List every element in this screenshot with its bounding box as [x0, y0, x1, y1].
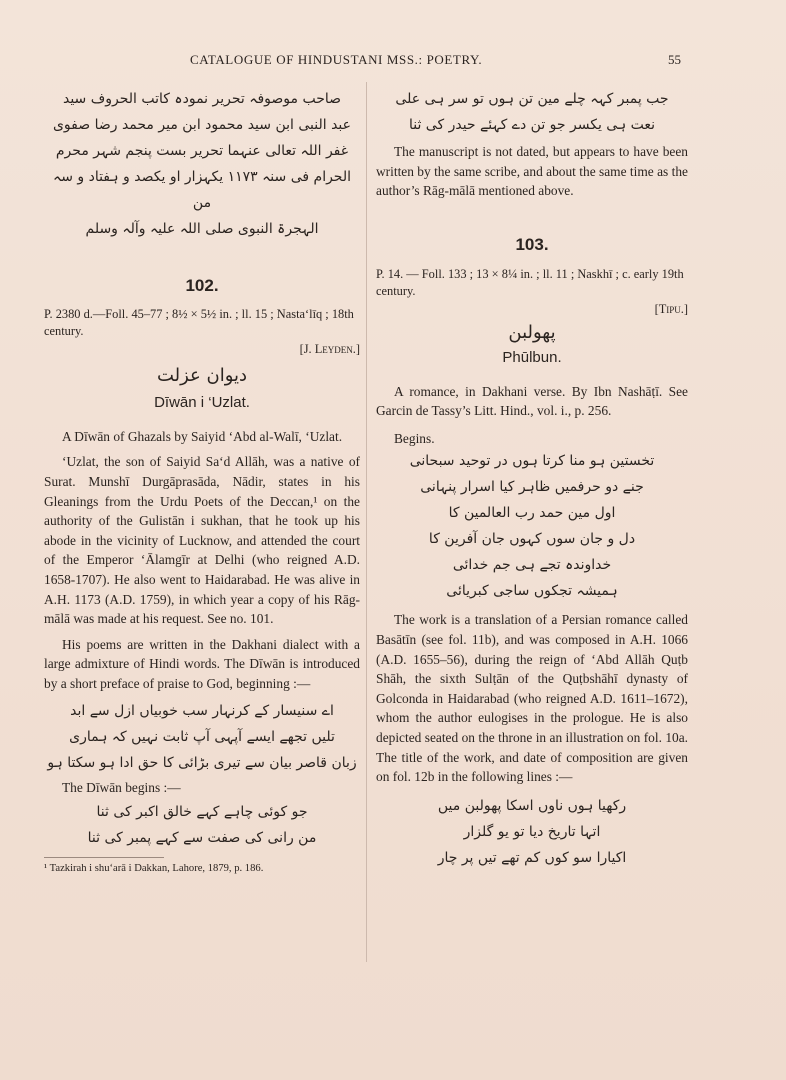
paragraph: Begins.: [394, 430, 435, 446]
urdu-line: عبد النبی ابن سید محمود ابن میر محمد رضا صفوی: [52, 117, 352, 133]
urdu-line: جب پمبر کہہ چلے مین تن ہوں تو سر ہی علی: [395, 91, 669, 107]
urdu-line: الہجرۃ النبوی صلی اللہ علیہ وآلہ وسلم: [85, 221, 319, 237]
paragraph: A Dīwān of Ghazals by Saiyid ‘Abd al-Walī, ‘Uzlat.: [62, 428, 343, 444]
left-column: [44, 86, 360, 876]
urdu-line: اے سنیسار کے کرنہار سب خوبیاں ازل سے ابد: [70, 702, 334, 719]
entry-number-103: 103.: [515, 234, 549, 254]
provenance: [Tipu.]: [654, 302, 688, 317]
paragraph: The work is a translation of a Persian romance called Basātīn (see fol. 11b), and was composed in A.H. 1066 (A.D. 1655–56), during the reign of ‘Abd Allāh Quṭb Shāh, the sixth Sulṭān of the Quṭbshāhī dynasty of Golconda in Haidarabad (who reigned A.D. 1611–1672), whom the author eulogises in the prologue. He is also depicted seated on the throne in an illustration on fol. 10a. The title of the work, and date of composition are given on fol. 12b in the following lines :—: [376, 612, 688, 785]
urdu-line: تلیں تجھے ایسے آپہی آپ ثابت نہیں کہ ہماری: [69, 728, 335, 745]
urdu-line: غفر اللہ تعالی عنہما تحریر بست پنجم شہر محرم: [55, 143, 349, 159]
colophon-urdu: [44, 86, 360, 242]
work-title: Phūlbun.: [502, 348, 562, 366]
page-header: [0, 52, 786, 70]
urdu-line: جنے دو حرفمیں ظاہر کیا اسرار پنہانی: [420, 479, 644, 496]
urdu-line: الحرام فی سنہ ۱۱۷۳ یکہزار او یکصد و ہفتاد و سہ من: [52, 169, 352, 211]
urdu-line: ہمیشہ تجکوں ساجی کبریائی: [446, 583, 618, 600]
entry-meta: P. 2380 d.—Foll. 45–77 ; 8½ × 5½ in. ; ll. 15 ; Nasta‘līq ; 18th century.: [44, 306, 354, 338]
footnote: ¹ Tazkirah i shu‘arā i Dakkan, Lahore, 1879, p. 186.: [44, 863, 264, 875]
paragraph: His poems are written in the Dakhani dialect with a large admixture of Hindi words. The Dīwān is introduced by a short preface of praise to God, beginning :—: [44, 636, 360, 691]
urdu-line: زبان قاصر بیان سے تیری بڑائی کا حق ادا ہو سکتا ہو: [47, 754, 357, 771]
urdu-line: جو کوئی چاہے کہے خالق اکبر کی ثنا: [96, 804, 308, 821]
footnote-rule: [44, 857, 164, 858]
urdu-line: اکیارا سو کوں کم تھے تیں پر چار: [437, 849, 627, 866]
running-title: CATALOGUE OF HINDUSTANI MSS.: POETRY.: [190, 52, 483, 67]
paragraph: A romance, in Dakhani verse. By Ibn Nashāṭī. See Garcin de Tassy’s Litt. Hind., vol. i., p. 256.: [376, 383, 688, 419]
provenance: [J. Leyden.]: [299, 341, 360, 356]
urdu-line: صاحب موصوفہ تحریر نمودہ کاتب الحروف سید: [62, 91, 341, 107]
urdu-line: اتہا تاریخ دیا تو یو گلزار: [463, 823, 601, 840]
begins-urdu: [376, 448, 688, 604]
verse-urdu: [376, 86, 688, 138]
urdu-line: دل و جان سوں کہوں جان آفرین کا: [428, 531, 636, 548]
entry-number-102: 102.: [185, 276, 219, 295]
urdu-line: من رانی کی صفت سے کہے پمبر کی ثنا: [87, 830, 317, 847]
page-number: 55: [668, 52, 681, 67]
urdu-line: اول مین حمد رب العالمین کا: [448, 505, 616, 522]
paragraph: The Dīwān begins :—: [62, 779, 181, 795]
column-divider: [366, 82, 367, 962]
right-column: [376, 86, 688, 871]
preface-urdu: [44, 698, 360, 776]
work-title: Dīwān i ‘Uzlat.: [154, 394, 250, 412]
entry-meta: P. 14. — Foll. 133 ; 13 × 8¼ in. ; ll. 11 ; Naskhī ; c. early 19th century.: [376, 267, 684, 299]
urdu-line: نعت ہی یکسر جو تن دے کہئے حیدر کی ثنا: [408, 117, 656, 133]
work-title-urdu: پھولبن: [508, 321, 556, 343]
diwan-urdu: [44, 799, 360, 851]
urdu-line: خداوندہ تجے ہی جم خدائی: [452, 557, 612, 574]
final-urdu: [376, 793, 688, 871]
urdu-line: تخستین ہو منا کرتا ہوں در توحید سبحانی: [409, 453, 655, 470]
paragraph: ‘Uzlat, the son of Saiyid Sa‘d Allāh, was a native of Surat. Munshī Durgāprasāda, Nādir, states in his Gleanings from the Urdu Poets of the Deccan,¹ on the authority of the Gulistān i sukhan, that he took up his abode in the vicinity of Lucknow, and attended the court of the Emperor ‘Ālamgīr at Delhi (who reigned A.D. 1658-1707). He also went to Haidarabad. He was alive in A.H. 1173 (A.D. 1759), in which year a copy of his Rāg-mālā was made at his request. See no. 101.: [44, 454, 360, 627]
paragraph: The manuscript is not dated, but appears to have been written by the same scribe, and about the same time as the author’s Rāg-mālā mentioned above.: [376, 144, 688, 199]
urdu-line: رکھیا ہوں ناوں اسکا پھولبن میں: [437, 797, 627, 814]
work-title-urdu: دیوان عزلت: [156, 365, 248, 387]
